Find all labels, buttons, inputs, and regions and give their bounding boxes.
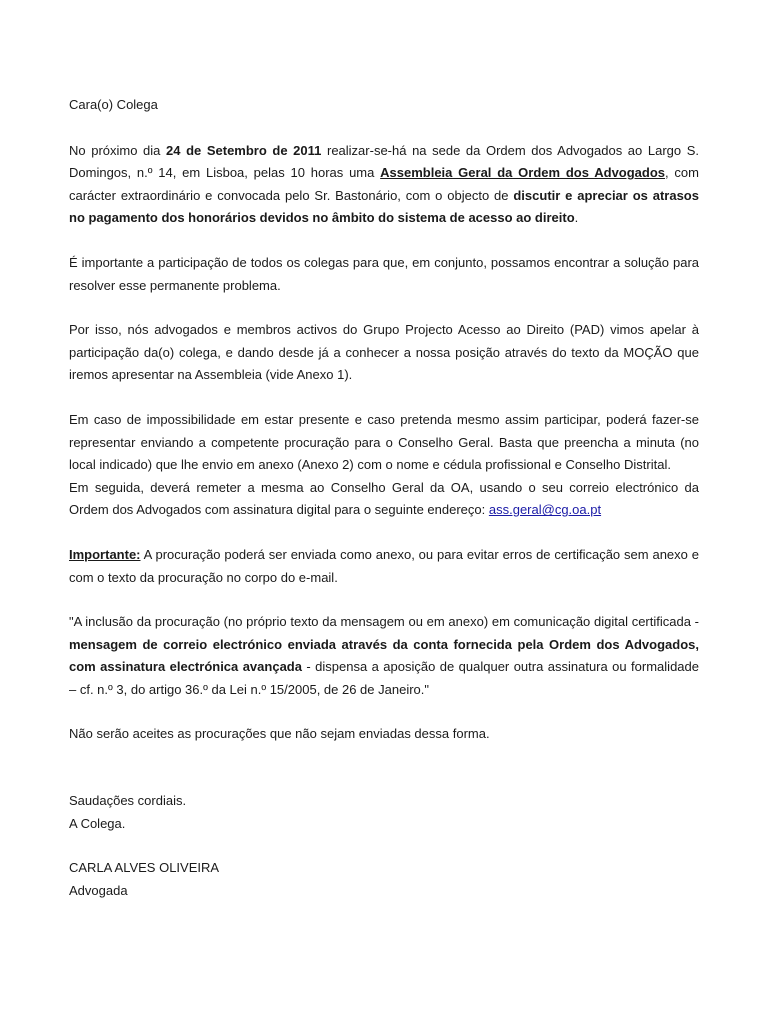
paragraph-important-note bbox=[69, 544, 699, 589]
email-link[interactable]: ass.geral@cg.oa.pt bbox=[488, 502, 602, 518]
greeting: Cara(o) Colega bbox=[69, 97, 158, 112]
text-segment: Em seguida, deverá remeter a mesma ao Conselho Geral da OA, usando o seu correio electrónico da Ordem dos Advogados com assinatura digital para o seguinte endereço: bbox=[69, 479, 699, 518]
signer-name: CARLA ALVES OLIVEIRA bbox=[69, 860, 220, 876]
paragraph-legal-quote bbox=[69, 611, 699, 701]
text-segment: - dispensa a aposição de qualquer outra assinatura ou formalidade – cf. n.º 3, do artigo 36.º da Lei n.º 15/2005, de 26 de Janeiro." bbox=[69, 659, 699, 697]
closing-salutation: Saudações cordiais. bbox=[69, 793, 187, 809]
paragraph-meeting-announcement bbox=[69, 140, 699, 230]
text-segment: realizar-se-há na sede da Ordem dos Advogados ao Largo S. Domingos, n.º 14, em Lisboa, pelas 10 horas uma bbox=[69, 142, 699, 181]
paragraph-send-instructions bbox=[69, 477, 699, 522]
text-segment: , com carácter extraordinário e convocada pelo Sr. Bastonário, com o objecto de bbox=[69, 165, 699, 203]
text-segment: . bbox=[574, 210, 579, 226]
legal-quote-bold: mensagem de correio electrónico enviada através da conta fornecida pela Ordem dos Advogados, com assinatura electrónica avançada bbox=[69, 636, 699, 675]
paragraph-pad-appeal: Por isso, nós advogados e membros activos do Grupo Projecto Acesso ao Direito (PAD) vimos apelar à participação da(o) colega, e dando desde já a conhecer a nossa posição através do texto da MOÇÃO que iremos apresentar na Assembleia (vide Anexo 1). bbox=[69, 322, 699, 383]
important-label: Importante: bbox=[69, 546, 141, 562]
paragraph-not-accepted: Não serão aceites as procurações que não sejam enviadas dessa forma. bbox=[69, 726, 490, 742]
text-segment: A procuração poderá ser enviada como anexo, ou para evitar erros de certificação sem anexo e com o texto da procuração no corpo do e-mail. bbox=[69, 546, 699, 585]
closing-signoff: A Colega. bbox=[69, 815, 126, 831]
signer-title: Advogada bbox=[69, 882, 128, 898]
meeting-date: 24 de Setembro de 2011 bbox=[166, 142, 322, 158]
letter-document bbox=[69, 94, 699, 902]
paragraph-participation: É importante a participação de todos os colegas para que, em conjunto, possamos encontrar a solução para resolver esse permanente problema. bbox=[69, 254, 699, 293]
text-segment: No próximo dia bbox=[69, 142, 167, 158]
paragraph-representation: Em caso de impossibilidade em estar presente e caso pretenda mesmo assim participar, poderá fazer-se representar enviando a competente procuração para o Conselho Geral. Basta que preencha a minuta (no local indicado) que lhe envio em anexo (Anexo 2) com o nome e cédula profissional e Conselho Distrital. bbox=[69, 411, 699, 473]
meeting-purpose: discutir e apreciar os atrasos no pagamento dos honorários devidos no âmbito do sistema de acesso ao direito bbox=[69, 187, 699, 226]
text-segment: "A inclusão da procuração (no próprio texto da mensagem ou em anexo) em comunicação digital certificada - bbox=[69, 614, 699, 630]
assembly-name: Assembleia Geral da Ordem dos Advogados bbox=[380, 165, 666, 181]
